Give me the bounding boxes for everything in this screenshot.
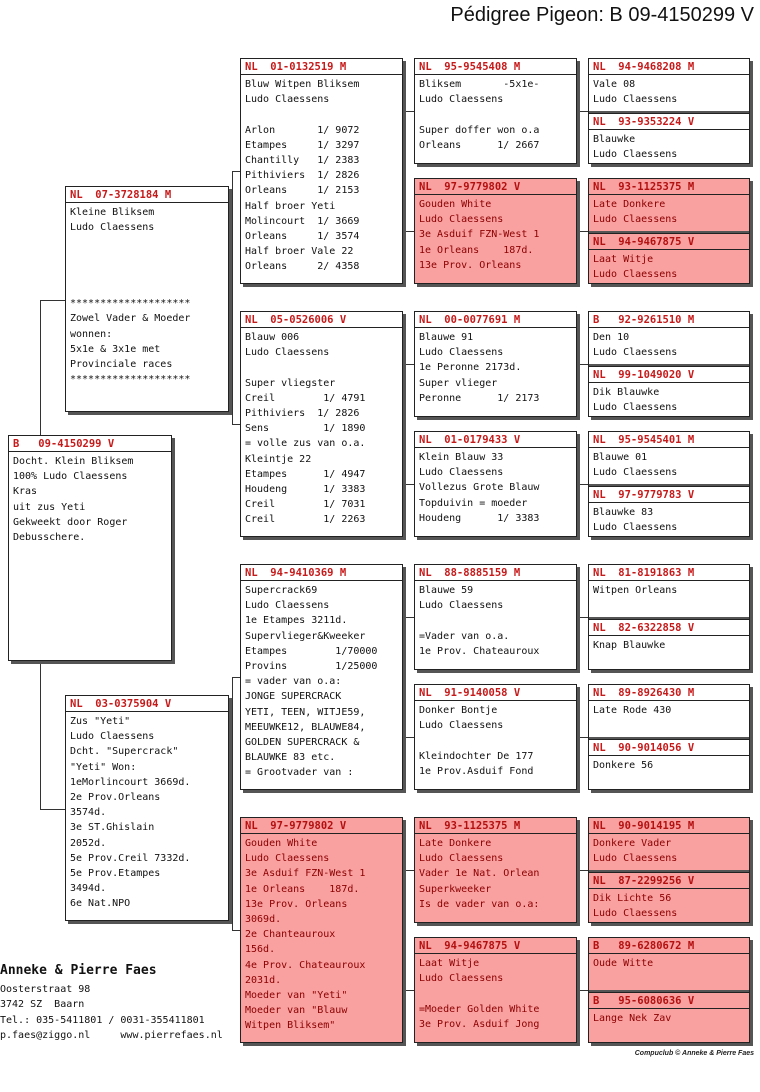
ring-number: NL 81-8191863 M bbox=[589, 565, 749, 581]
pigeon-notes: Late Donkere Ludo Claessens bbox=[593, 199, 678, 226]
pigeon-notes: Blauwe 59 Ludo Claessens =Vader van o.a. 1e Prov. Chateauroux bbox=[419, 585, 540, 657]
ring-number: NL 01-0179433 V bbox=[415, 432, 576, 448]
ring-number: NL 94-9467875 V bbox=[415, 938, 576, 954]
ring-number: NL 97-9779802 V bbox=[415, 179, 576, 195]
pigeon-card-g4-cock[interactable] bbox=[589, 432, 749, 486]
address-street: Oosterstraat 98 bbox=[0, 984, 91, 995]
page-title: Pédigree Pigeon: B 09-4150299 V bbox=[450, 4, 754, 26]
pigeon-card-g6-hen[interactable] bbox=[589, 739, 749, 789]
pigeon-notes: Dik Blauwke Ludo Claessens bbox=[593, 387, 678, 414]
ring-number: NL 93-1125375 M bbox=[415, 818, 576, 834]
ring-number: NL 94-9467875 V bbox=[589, 234, 749, 250]
ring-number: NL 91-9140058 V bbox=[415, 685, 576, 701]
pigeon-notes: Donkere 56 bbox=[593, 760, 654, 771]
ring-number: NL 94-9468208 M bbox=[589, 59, 749, 75]
pigeon-pair-g4 bbox=[588, 431, 750, 537]
pigeon-notes: Zus "Yeti" Ludo Claessens Dcht. "Supercrack" "Yeti" Won: 1eMorlincourt 3669d. 2e Prov.Orleans 3574d. 3e ST.Ghislain 2052d. 5e Prov.Creil 7332d. 5e Prov.Etampes 3494d. 6e Nat.NPO bbox=[70, 716, 191, 910]
pigeon-card-g3-cock[interactable] bbox=[589, 312, 749, 366]
credit-text: Compuclub © Anneke & Pierre Faes bbox=[634, 1050, 754, 1057]
pigeon-notes: Kleine Bliksem Ludo Claessens ******************** Zowel Vader & Moeder wonnen: 5x1e & 3x1e met Provinciale races ******************** bbox=[70, 207, 191, 386]
breeder-address bbox=[0, 963, 223, 1043]
pigeon-card-p[interactable] bbox=[8, 435, 172, 661]
pigeon-card-g4-hen[interactable] bbox=[589, 486, 749, 536]
ring-number: NL 93-1125375 M bbox=[589, 179, 749, 195]
pigeon-notes: Vale 08 Ludo Claessens bbox=[593, 79, 678, 106]
pigeon-card-g6-cock[interactable] bbox=[589, 685, 749, 739]
pigeon-card-mm[interactable] bbox=[240, 817, 403, 1043]
ring-number: NL 90-9014195 M bbox=[589, 818, 749, 834]
pigeon-card-g5-cock[interactable] bbox=[589, 565, 749, 619]
pigeon-card-g8-hen[interactable] bbox=[589, 992, 749, 1042]
ring-number: NL 05-0526006 V bbox=[241, 312, 402, 328]
pigeon-notes: Laat Witje Ludo Claessens =Moeder Golden White 3e Prov. Asduif Jong bbox=[419, 958, 540, 1030]
pigeon-card-g1-hen[interactable] bbox=[589, 113, 749, 163]
pigeon-notes: Blauwe 91 Ludo Claessens 1e Peronne 2173d. Super vlieger Peronne 1/ 2173 bbox=[419, 332, 540, 404]
pigeon-card-mmm[interactable] bbox=[414, 937, 577, 1043]
pigeon-notes: Gouden White Ludo Claessens 3e Asduif FZN-West 1 1e Orleans 187d. 13e Prov. Orleans 3069d. 2e Chanteauroux 156d. 4e Prov. Chateauroux 2031d. Moeder van "Yeti" Moeder van "Blauw Witpen Bliksem" bbox=[245, 838, 366, 1032]
pigeon-notes: Knap Blauwke bbox=[593, 640, 666, 651]
pigeon-pair-g5 bbox=[588, 564, 750, 670]
ring-number: B 89-6280672 M bbox=[589, 938, 749, 954]
pigeon-card-g5-hen[interactable] bbox=[589, 619, 749, 669]
ring-number: NL 07-3728184 M bbox=[66, 187, 228, 203]
pigeon-notes: Klein Blauw 33 Ludo Claessens Vollezus Grote Blauw Topduivin = moeder Houdeng 1/ 3383 bbox=[419, 452, 540, 524]
pigeon-pair-g3 bbox=[588, 311, 750, 417]
ring-number: NL 99-1049020 V bbox=[589, 367, 749, 383]
pigeon-card-g2-hen[interactable] bbox=[589, 233, 749, 283]
ring-number: NL 95-9545408 M bbox=[415, 59, 576, 75]
pigeon-card-mfm[interactable] bbox=[414, 684, 577, 790]
ring-number: NL 89-8926430 M bbox=[589, 685, 749, 701]
pigeon-notes: Docht. Klein Bliksem 100% Ludo Claessens Kras uit zus Yeti Gekweekt door Roger Debusschere. bbox=[13, 456, 134, 544]
pigeon-notes: Oude Witte bbox=[593, 958, 654, 969]
pigeon-notes: Laat Witje Ludo Claessens bbox=[593, 254, 678, 281]
pigeon-card-fmm[interactable] bbox=[414, 431, 577, 537]
ring-number: NL 88-8885159 M bbox=[415, 565, 576, 581]
breeder-name: Anneke & Pierre Faes bbox=[0, 963, 157, 978]
ring-number: NL 97-9779783 V bbox=[589, 487, 749, 503]
pigeon-card-f[interactable] bbox=[65, 186, 229, 412]
pigeon-notes: Blauwe 01 Ludo Claessens bbox=[593, 452, 678, 479]
pigeon-card-g7-cock[interactable] bbox=[589, 818, 749, 872]
ring-number: NL 90-9014056 V bbox=[589, 740, 749, 756]
ring-number: NL 87-2299256 V bbox=[589, 873, 749, 889]
address-city: 3742 SZ Baarn bbox=[0, 999, 85, 1011]
pigeon-card-mf[interactable] bbox=[240, 564, 403, 790]
pigeon-notes: Gouden White Ludo Claessens 3e Asduif FZN-West 1 1e Orleans 187d. 13e Prov. Orleans bbox=[419, 199, 540, 271]
pigeon-notes: Blauwke 83 Ludo Claessens bbox=[593, 507, 678, 534]
pigeon-card-mmf[interactable] bbox=[414, 817, 577, 923]
pigeon-card-fff[interactable] bbox=[414, 58, 577, 164]
ring-number: NL 95-9545401 M bbox=[589, 432, 749, 448]
pigeon-notes: Late Rode 430 bbox=[593, 705, 672, 716]
pigeon-notes: Donkere Vader Ludo Claessens bbox=[593, 838, 678, 865]
pigeon-notes: Blauwke Ludo Claessens bbox=[593, 134, 678, 161]
ring-number: B 92-9261510 M bbox=[589, 312, 749, 328]
pigeon-notes: Late Donkere Ludo Claessens Vader 1e Nat. Orlean Superkweeker Is de vader van o.a: bbox=[419, 838, 540, 910]
ring-number: NL 00-0077691 M bbox=[415, 312, 576, 328]
pigeon-card-ffm[interactable] bbox=[414, 178, 577, 284]
pigeon-pair-g1 bbox=[588, 58, 750, 164]
pigeon-notes: Dik Lichte 56 Ludo Claessens bbox=[593, 893, 678, 920]
pigeon-card-g8-cock[interactable] bbox=[589, 938, 749, 992]
pigeon-pair-g6 bbox=[588, 684, 750, 790]
ring-number: B 09-4150299 V bbox=[9, 436, 171, 452]
pigeon-notes: Blauw 006 Ludo Claessens Super vliegster Creil 1/ 4791 Pithiviers 1/ 2826 Sens 1/ 1890 = volle zus van o.a. Kleintje 22 Etampes 1/ 4947 Houdeng 1/ 3383 Creil 1/ 7031 Creil 1/ 2263 bbox=[245, 332, 366, 526]
ring-number: NL 82-6322858 V bbox=[589, 620, 749, 636]
pigeon-notes: Witpen Orleans bbox=[593, 585, 678, 596]
pigeon-card-g3-hen[interactable] bbox=[589, 366, 749, 416]
pigeon-card-fmf[interactable] bbox=[414, 311, 577, 417]
pigeon-notes: Lange Nek Zav bbox=[593, 1013, 672, 1024]
pigeon-notes: Supercrack69 Ludo Claessens 1e Etampes 3211d. Supervlieger&Kweeker Etampes 1/70000 Provins 1/25000 = vader van o.a: JONGE SUPERCRACK YETI, TEEN, WITJE59, MEEUWKE12, BLAUWE84, GOLDEN SUPERCRACK & BLAUWKE 83 etc. = Grootvader van : bbox=[245, 585, 378, 779]
address-web[interactable]: p.faes@ziggo.nl www.pierrefaes.nl bbox=[0, 1029, 223, 1041]
ring-number: NL 93-9353224 V bbox=[589, 114, 749, 130]
pigeon-notes: Donker Bontje Ludo Claessens Kleindochter De 177 1e Prov.Asduif Fond bbox=[419, 705, 534, 777]
pigeon-pair-g8 bbox=[588, 937, 750, 1043]
ring-number: NL 03-0375904 V bbox=[66, 696, 228, 712]
pigeon-pair-g7 bbox=[588, 817, 750, 923]
address-phone: Tel.: 035-5411801 / 0031-355411801 bbox=[0, 1014, 205, 1026]
pigeon-notes: Bluw Witpen Bliksem Ludo Claessens Arlon 1/ 9072 Etampes 1/ 3297 Chantilly 1/ 2383 Pithiviers 1/ 2826 Orleans 1/ 2153 Half broer Yeti Molincourt 1/ 3669 Orleans 1/ 3574 Half broer Vale 22 Orleans 2/ 4358 bbox=[245, 79, 360, 273]
pigeon-card-g2-cock[interactable] bbox=[589, 179, 749, 233]
pigeon-card-mff[interactable] bbox=[414, 564, 577, 670]
pigeon-card-fm[interactable] bbox=[240, 311, 403, 537]
ring-number: NL 97-9779802 V bbox=[241, 818, 402, 834]
ring-number: B 95-6080636 V bbox=[589, 993, 749, 1009]
pigeon-pair-g2 bbox=[588, 178, 750, 284]
pigeon-notes: Den 10 Ludo Claessens bbox=[593, 332, 678, 359]
pigeon-card-m[interactable] bbox=[65, 695, 229, 921]
pigeon-card-g7-hen[interactable] bbox=[589, 872, 749, 922]
pigeon-card-g1-cock[interactable] bbox=[589, 59, 749, 113]
pigeon-card-ff[interactable] bbox=[240, 58, 403, 284]
pigeon-notes: Bliksem -5x1e- Ludo Claessens Super doffer won o.a Orleans 1/ 2667 bbox=[419, 79, 540, 151]
ring-number: NL 94-9410369 M bbox=[241, 565, 402, 581]
ring-number: NL 01-0132519 M bbox=[241, 59, 402, 75]
